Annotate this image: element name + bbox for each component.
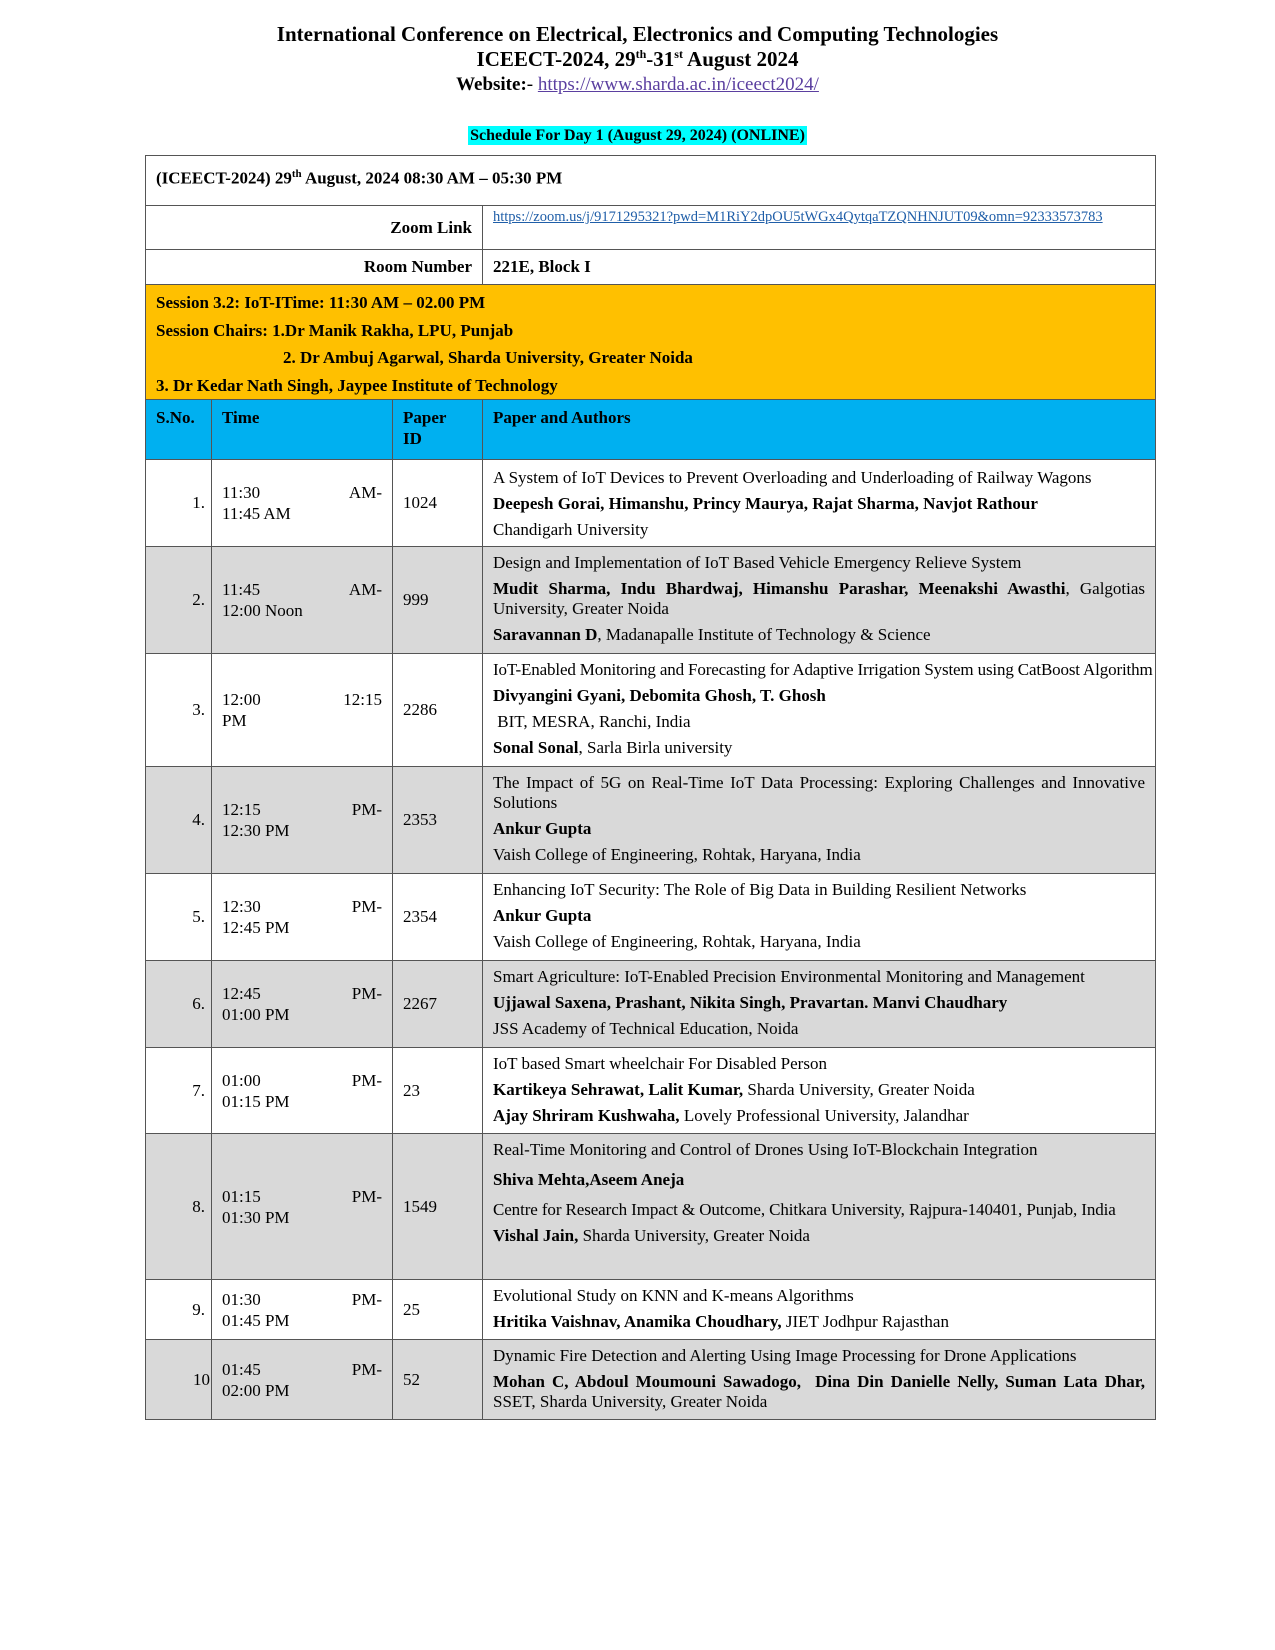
- row-paper: [483, 547, 1156, 654]
- row-sno: 7.: [146, 1048, 212, 1134]
- session-chair-1: Session Chairs: 1.Dr Manik Rakha, LPU, Punjab: [156, 320, 514, 340]
- table-row: [146, 654, 1156, 767]
- row-paper: [483, 1280, 1156, 1340]
- row-sno: 2.: [146, 547, 212, 654]
- table-row: [146, 547, 1156, 654]
- table-row: [146, 460, 1156, 547]
- row-paper-id: 52: [393, 1340, 483, 1420]
- paper-title: Design and Implementation of IoT Based Vehicle Emergency Relieve System: [493, 553, 1022, 572]
- paper-affiliation: Chandigarh University: [493, 520, 649, 539]
- row-paper-id: 1549: [393, 1134, 483, 1280]
- table-row: [146, 767, 1156, 874]
- paper-title: Evolutional Study on KNN and K-means Algorithms: [493, 1286, 854, 1305]
- col-sno: S.No.: [146, 400, 212, 460]
- paper-authors-2: Ajay Shriram Kushwaha, Lovely Professional University, Jalandhar: [493, 1106, 969, 1125]
- row-time: 11:45 AM- 12:00 Noon: [212, 547, 393, 654]
- row-time: 11:30 AM- 11:45 AM: [212, 460, 393, 547]
- row-paper: [483, 460, 1156, 547]
- paper-affiliation: BIT, MESRA, Ranchi, India: [493, 712, 691, 731]
- paper-authors-2: Sonal Sonal, Sarla Birla university: [493, 738, 733, 757]
- row-paper: [483, 1048, 1156, 1134]
- row-sno: 9.: [146, 1280, 212, 1340]
- row-sno: 3.: [146, 654, 212, 767]
- session-info: [146, 285, 1156, 400]
- paper-authors: Hritika Vaishnav, Anamika Choudhary, JIET Jodhpur Rajasthan: [493, 1312, 949, 1331]
- row-time: 12:30 PM- 12:45 PM: [212, 874, 393, 961]
- row-paper-id: 2353: [393, 767, 483, 874]
- row-paper: [483, 961, 1156, 1048]
- col-paper-authors: Paper and Authors: [483, 400, 1156, 460]
- room-row: [146, 250, 1156, 285]
- paper-authors-2: Saravannan D, Madanapalle Institute of Technology & Science: [493, 625, 931, 644]
- table-row: [146, 1280, 1156, 1340]
- paper-title: IoT based Smart wheelchair For Disabled Person: [493, 1054, 827, 1073]
- paper-title: The Impact of 5G on Real-Time IoT Data Processing: Exploring Challenges and Innovative Solutions: [493, 773, 1146, 812]
- room-value: 221E, Block I: [483, 250, 1156, 285]
- row-paper-id: 25: [393, 1280, 483, 1340]
- row-sno: 5.: [146, 874, 212, 961]
- zoom-cell: [483, 206, 1156, 250]
- row-paper-id: 999: [393, 547, 483, 654]
- paper-affiliation: Vaish College of Engineering, Rohtak, Haryana, India: [493, 932, 861, 951]
- row-sno: 10: [146, 1340, 212, 1420]
- row-paper-id: 2267: [393, 961, 483, 1048]
- col-time: Time: [212, 400, 393, 460]
- row-paper: [483, 874, 1156, 961]
- paper-authors: Deepesh Gorai, Himanshu, Princy Maurya, Rajat Sharma, Navjot Rathour: [493, 494, 1038, 513]
- row-time: 12:15 PM- 12:30 PM: [212, 767, 393, 874]
- paper-authors: Mudit Sharma, Indu Bhardwaj, Himanshu Parashar, Meenakshi Awasthi, Galgotias University, Greater Noida: [493, 579, 1146, 618]
- row-time: 01:15 PM- 01:30 PM: [212, 1134, 393, 1280]
- table-row: [146, 1134, 1156, 1280]
- document-header: [0, 22, 1275, 97]
- row-sno: 8.: [146, 1134, 212, 1280]
- table-row: [146, 1048, 1156, 1134]
- paper-title: IoT-Enabled Monitoring and Forecasting for Adaptive Irrigation System using CatBoost Algorithm: [493, 660, 1153, 679]
- row-time: 01:30 PM- 01:45 PM: [212, 1280, 393, 1340]
- table-row: [146, 1340, 1156, 1420]
- paper-affiliation: Vaish College of Engineering, Rohtak, Haryana, India: [493, 845, 861, 864]
- website-label: Website:: [456, 74, 527, 95]
- paper-authors: Ankur Gupta: [493, 906, 592, 925]
- row-sno: 1.: [146, 460, 212, 547]
- paper-title: Enhancing IoT Security: The Role of Big Data in Building Resilient Networks: [493, 880, 1027, 899]
- session-chair-3: 3. Dr Kedar Nath Singh, Jaypee Institute of Technology: [156, 375, 558, 395]
- column-header-row: [146, 400, 1156, 460]
- row-paper-id: 1024: [393, 460, 483, 547]
- paper-title: Smart Agriculture: IoT-Enabled Precision Environmental Monitoring and Management: [493, 967, 1085, 986]
- session-title: Session 3.2: IoT-ITime: 11:30 AM – 02.00 PM: [156, 293, 486, 312]
- paper-authors: Ankur Gupta: [493, 819, 592, 838]
- table-row: [146, 961, 1156, 1048]
- row-paper: [483, 1340, 1156, 1420]
- row-paper: [483, 767, 1156, 874]
- col-paper-id: Paper ID: [393, 400, 483, 460]
- row-time: 01:45 PM- 02:00 PM: [212, 1340, 393, 1420]
- paper-title: Real-Time Monitoring and Control of Drones Using IoT-Blockchain Integration: [493, 1140, 1038, 1159]
- row-time: 12:00 12:15 PM: [212, 654, 393, 767]
- zoom-link[interactable]: https://zoom.us/j/9171295321?pwd=M1RiY2dpOU5tWGx4QytqaTZQNHNJUT09&omn=92333573783: [493, 209, 1103, 225]
- schedule-table: [145, 155, 1156, 1420]
- row-paper-id: 2286: [393, 654, 483, 767]
- conference-title: International Conference on Electrical, Electronics and Computing Technologies: [276, 22, 999, 46]
- paper-title: A System of IoT Devices to Prevent Overloading and Underloading of Railway Wagons: [493, 468, 1092, 487]
- paper-title: Dynamic Fire Detection and Alerting Using Image Processing for Drone Applications: [493, 1346, 1077, 1365]
- paper-authors: Ujjawal Saxena, Prashant, Nikita Singh, Pravartan. Manvi Chaudhary: [493, 993, 1008, 1012]
- day-title: Schedule For Day 1 (August 29, 2024) (ONLINE): [470, 127, 805, 144]
- date-cell: (ICEECT-2024) 29th August, 2024 08:30 AM – 05:30 PM: [146, 156, 1156, 206]
- row-paper: [483, 1134, 1156, 1280]
- paper-authors-2: Vishal Jain, Sharda University, Greater Noida: [493, 1226, 810, 1245]
- row-sno: 6.: [146, 961, 212, 1048]
- paper-affiliation: Centre for Research Impact & Outcome, Chitkara University, Rajpura-140401, Punjab, India: [493, 1200, 1116, 1219]
- row-paper-id: 23: [393, 1048, 483, 1134]
- date-row: [146, 156, 1156, 206]
- session-chair-2: 2. Dr Ambuj Agarwal, Sharda University, Greater Noida: [283, 348, 693, 367]
- room-label: Room Number: [146, 250, 483, 285]
- row-time: 12:45 PM- 01:00 PM: [212, 961, 393, 1048]
- paper-authors: Divyangini Gyani, Debomita Ghosh, T. Ghosh: [493, 686, 826, 705]
- zoom-row: [146, 206, 1156, 250]
- paper-affiliation: JSS Academy of Technical Education, Noida: [493, 1019, 799, 1038]
- website-link[interactable]: https://www.sharda.ac.in/iceect2024/: [537, 74, 819, 95]
- paper-authors: Mohan C, Abdoul Moumouni Sawadogo, Dina Din Danielle Nelly, Suman Lata Dhar, SSET, Sharda University, Greater Noida: [493, 1372, 1146, 1411]
- paper-authors: Shiva Mehta,Aseem Aneja: [493, 1170, 685, 1189]
- conference-dates: ICEECT-2024, 29th-31st August 2024: [476, 47, 799, 71]
- row-paper-id: 2354: [393, 874, 483, 961]
- session-row: [146, 285, 1156, 400]
- row-paper: [483, 654, 1156, 767]
- row-sno: 4.: [146, 767, 212, 874]
- website-line: Website:- https://www.sharda.ac.in/iceect2024/: [456, 74, 819, 95]
- row-time: 01:00 PM- 01:15 PM: [212, 1048, 393, 1134]
- paper-authors: Kartikeya Sehrawat, Lalit Kumar, Sharda University, Greater Noida: [493, 1080, 975, 1099]
- table-row: [146, 874, 1156, 961]
- zoom-label: Zoom Link: [146, 206, 483, 250]
